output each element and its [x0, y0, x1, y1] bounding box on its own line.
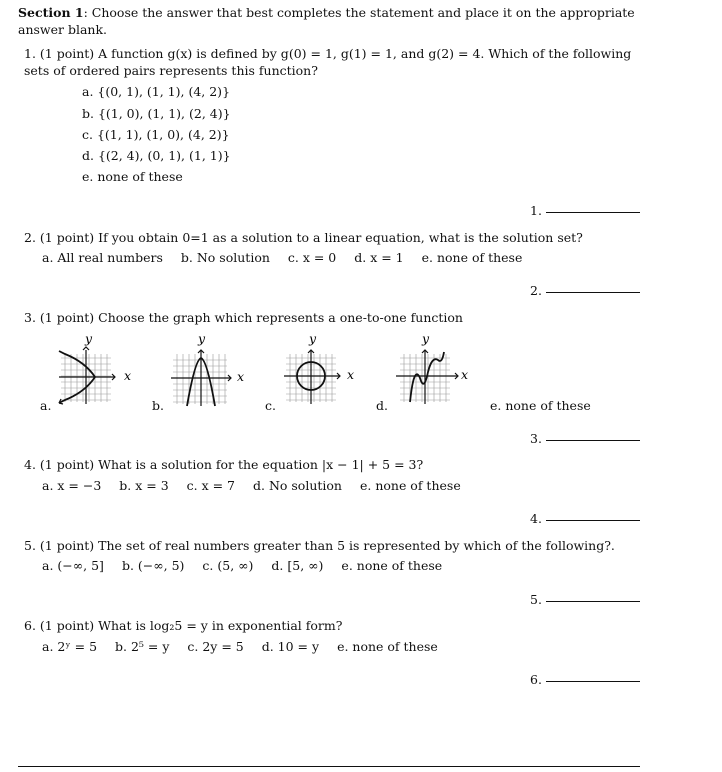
q2-option-d: d. x = 1 — [354, 250, 404, 265]
q5-answer-blank[interactable] — [546, 587, 640, 602]
q3-graph-a — [55, 330, 145, 410]
q1-option-a: a. {(0, 1), (1, 1), (4, 2)} — [82, 84, 231, 99]
question-1-stem: 1. (1 point) A function g(x) is defined by g(0) = 1, g(1) = 1, and g(2) = 4. Which of the following sets of ordered pairs represents this function? — [24, 46, 632, 78]
q6-answer-blank[interactable] — [546, 667, 640, 682]
q6-options — [42, 639, 452, 654]
q6-option-d: d. 10 = y — [261, 639, 320, 654]
q1-answer-blank[interactable] — [546, 198, 640, 213]
q3-answer-label: 3. — [530, 431, 542, 446]
q6-option-b: b. 2⁵ = y — [115, 639, 170, 654]
graph-b-y-label: y — [198, 331, 206, 346]
q2-options — [42, 250, 536, 265]
q5-option-e: e. none of these — [341, 558, 443, 573]
graph-c-x-label: x — [347, 367, 355, 382]
q1-option-b: b. {(1, 0), (1, 1), (2, 4)} — [82, 106, 231, 121]
q6-option-a: a. 2ʸ = 5 — [42, 639, 98, 654]
q3-option-a: a. — [40, 398, 52, 413]
q6-option-c: c. 2y = 5 — [187, 639, 244, 654]
q4-answer-blank[interactable] — [546, 506, 640, 521]
question-2-stem: 2. (1 point) If you obtain 0=1 as a solution to a linear equation, what is the solution set? — [24, 230, 583, 245]
graph-d-y-label: y — [422, 331, 430, 346]
q3-option-c: c. — [265, 398, 276, 413]
page-bottom-rule — [18, 766, 640, 767]
q3-option-b: b. — [152, 398, 164, 413]
graph-a-x-label: x — [124, 368, 132, 383]
q3-option-e: e. none of these — [490, 398, 591, 413]
q5-answer-label: 5. — [530, 592, 542, 607]
q3-graph-d — [390, 330, 480, 410]
section-text: : Choose the answer that best completes the statement and place it on the appropriate answer blank. — [18, 5, 635, 37]
graph-a-y-label: y — [85, 331, 93, 346]
q3-graph-b — [165, 330, 255, 410]
q4-options — [42, 478, 475, 493]
q5-option-a: a. (−∞, 5] — [42, 558, 104, 573]
q4-option-b: b. x = 3 — [119, 478, 169, 493]
graph-c-y-label: y — [309, 331, 317, 346]
q4-option-c: c. x = 7 — [186, 478, 236, 493]
q5-option-c: c. (5, ∞) — [202, 558, 254, 573]
graph-b-x-label: x — [237, 369, 245, 384]
section-label: Section 1 — [18, 5, 84, 20]
q5-option-d: d. [5, ∞) — [271, 558, 324, 573]
q3-option-d: d. — [376, 398, 388, 413]
q4-option-e: e. none of these — [359, 478, 461, 493]
q2-option-b: b. No solution — [180, 250, 270, 265]
q3-graph-c — [278, 330, 368, 410]
question-4-stem: 4. (1 point) What is a solution for the equation |x − 1| + 5 = 3? — [24, 457, 424, 472]
q6-option-e: e. none of these — [337, 639, 438, 654]
q5-options — [42, 558, 456, 573]
q6-answer-label: 6. — [530, 672, 542, 687]
q4-answer-label: 4. — [530, 511, 542, 526]
q2-answer-blank[interactable] — [546, 278, 640, 293]
question-6-stem: 6. (1 point) What is log₂5 = y in exponential form? — [24, 618, 343, 633]
q2-option-a: a. All real numbers — [42, 250, 163, 265]
q2-option-c: c. x = 0 — [287, 250, 337, 265]
question-5-stem: 5. (1 point) The set of real numbers greater than 5 is represented by which of the following?. — [24, 538, 615, 553]
q3-answer-blank[interactable] — [546, 426, 640, 441]
q4-option-a: a. x = −3 — [42, 478, 102, 493]
q1-option-e: e. none of these — [82, 169, 183, 184]
q1-option-d: d. {(2, 4), (0, 1), (1, 1)} — [82, 148, 231, 163]
q2-option-e: e. none of these — [421, 250, 523, 265]
section-instructions — [18, 4, 648, 38]
graph-d-x-label: x — [461, 367, 469, 382]
q5-option-b: b. (−∞, 5) — [121, 558, 185, 573]
q2-answer-label: 2. — [530, 283, 542, 298]
q1-option-c: c. {(1, 1), (1, 0), (4, 2)} — [82, 127, 230, 142]
q4-option-d: d. No solution — [253, 478, 342, 493]
q1-answer-label: 1. — [530, 203, 542, 218]
question-3-stem: 3. (1 point) Choose the graph which represents a one-to-one function — [24, 310, 463, 325]
